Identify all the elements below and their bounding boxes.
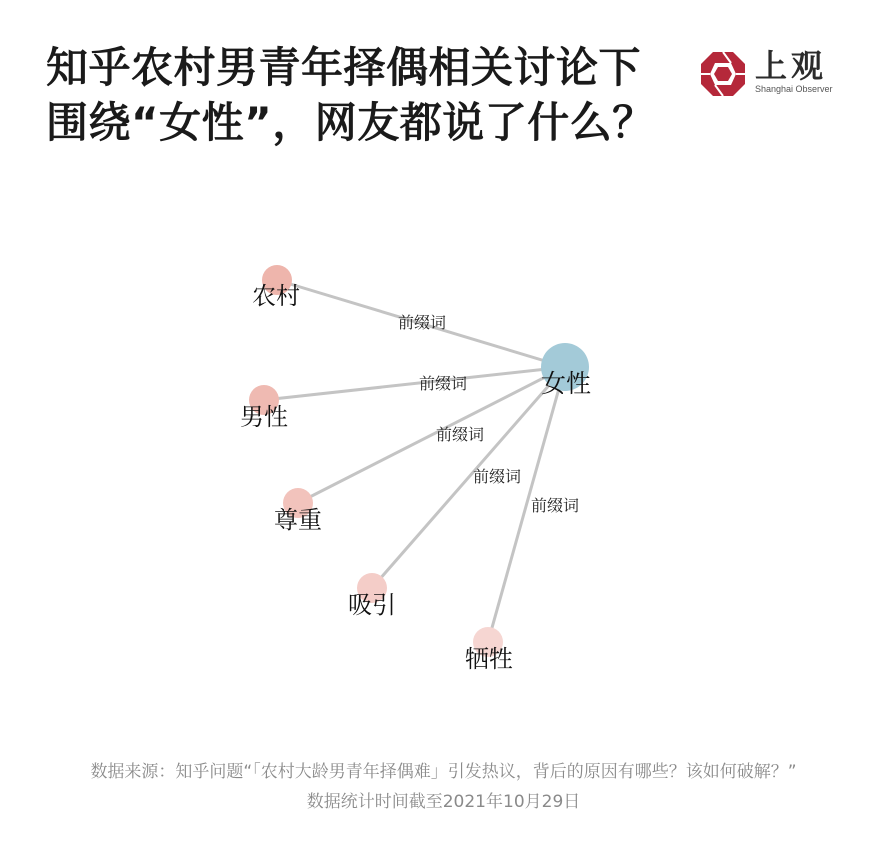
edge-label-3: 前缀词	[435, 425, 485, 444]
edge-label-2: 前缀词	[418, 374, 468, 393]
data-source-note: 数据来源：知乎问题“「农村大龄男青年择偶难」引发热议，背后的原因有哪些？该如何破解？”	[90, 762, 797, 782]
graph-edges	[264, 280, 565, 642]
edge-label-4: 前缀词	[472, 467, 522, 486]
graph-labels	[240, 282, 591, 673]
node-label-1: 农村	[252, 282, 300, 310]
node-label-3: 尊重	[274, 506, 322, 534]
edge-label-5: 前缀词	[530, 496, 580, 515]
node-label-2: 男性	[240, 403, 288, 431]
edge-4	[372, 367, 565, 588]
logo-subtitle: Shanghai Observer	[755, 84, 833, 94]
logo-name: 上观	[755, 47, 828, 85]
node-label-5: 牺牲	[465, 645, 513, 673]
title-line-2: 围绕“女性”，网友都说了什么？	[46, 98, 655, 147]
title-line-1: 知乎农村男青年择偶相关讨论下	[46, 43, 642, 92]
center-node-label: 女性	[540, 369, 592, 398]
node-label-4: 吸引	[348, 591, 396, 619]
data-date-note: 数据统计时间截至2021年10月29日	[306, 792, 581, 812]
edge-label-1: 前缀词	[397, 313, 447, 332]
edge-2	[264, 367, 565, 400]
